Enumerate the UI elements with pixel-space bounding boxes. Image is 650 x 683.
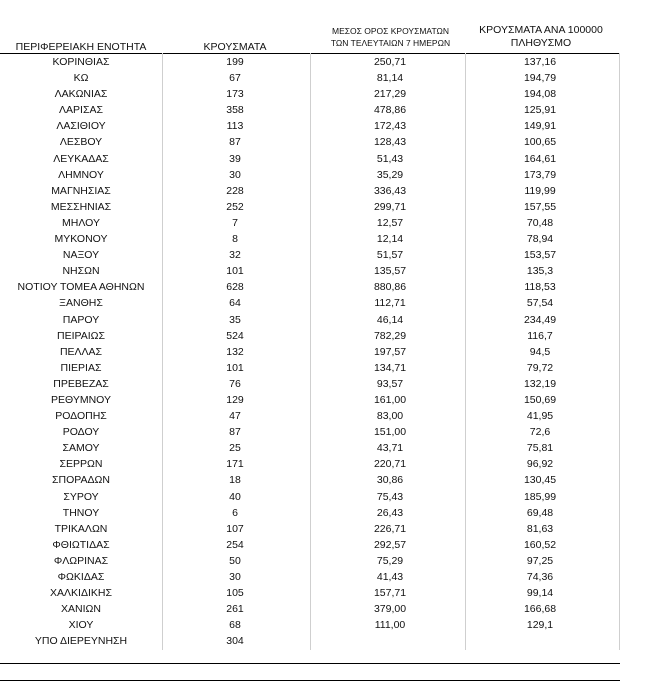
avg-cell: 41,43 bbox=[376, 571, 404, 583]
avg-cell: 75,29 bbox=[376, 554, 404, 567]
region-cell: ΡΟΔΟΥ bbox=[62, 426, 100, 439]
per-100000-cell: 69,48 bbox=[526, 506, 554, 519]
per-100000-cell: 81,63 bbox=[526, 522, 554, 535]
cases-cell: 358 bbox=[226, 104, 244, 117]
table-row bbox=[0, 360, 620, 376]
per-100000-cell: 100,65 bbox=[523, 136, 557, 149]
region-cell: ΝΑΞΟΥ bbox=[62, 249, 100, 262]
region-cell: ΛΕΥΚΑΔΑΣ bbox=[53, 152, 109, 165]
avg-cell: 30,86 bbox=[376, 474, 404, 487]
header-avg-line1: ΜΕΣΟΣ ΟΡΟΣ ΚΡΟΥΣΜΑΤΩΝ bbox=[332, 26, 449, 36]
table-row bbox=[0, 70, 620, 86]
per-100000-cell: 135,3 bbox=[526, 265, 554, 278]
cases-cell: 252 bbox=[226, 200, 244, 213]
cases-cell: 30 bbox=[229, 168, 241, 181]
region-cell: ΛΑΣΙΘΙΟΥ bbox=[56, 120, 106, 133]
table-row bbox=[0, 54, 620, 70]
header-cases: ΚΡΟΥΣΜΑΤΑ bbox=[203, 41, 267, 53]
region-cell: ΚΩ bbox=[73, 72, 89, 85]
table-row bbox=[0, 553, 620, 569]
region-cell: ΦΛΩΡΙΝΑΣ bbox=[53, 554, 109, 567]
table-row bbox=[0, 456, 620, 472]
avg-cell: 134,71 bbox=[373, 361, 407, 374]
region-cell: ΞΑΝΘΗΣ bbox=[59, 297, 103, 310]
region-cell: ΛΑΚΩΝΙΑΣ bbox=[54, 88, 108, 101]
cases-cell: 524 bbox=[226, 329, 244, 342]
table-row bbox=[0, 521, 620, 537]
per-100000-cell: 116,7 bbox=[527, 329, 553, 342]
per-100000-cell: 130,45 bbox=[523, 474, 557, 487]
cases-cell: 40 bbox=[229, 490, 241, 503]
cases-cell: 47 bbox=[229, 410, 241, 423]
region-cell: ΚΟΡΙΝΘΙΑΣ bbox=[52, 56, 110, 68]
header-avg-7days bbox=[298, 25, 483, 49]
per-100000-cell: 99,14 bbox=[526, 587, 554, 600]
avg-cell: 782,29 bbox=[373, 329, 407, 342]
avg-cell: 112,71 bbox=[374, 297, 406, 310]
per-100000-cell: 96,92 bbox=[526, 458, 554, 471]
region-cell: ΤΗΝΟΥ bbox=[62, 506, 100, 519]
cases-cell: 129 bbox=[226, 393, 244, 406]
per-100000-cell: 41,95 bbox=[526, 410, 554, 423]
cases-cell: 7 bbox=[232, 216, 238, 229]
avg-cell: 51,57 bbox=[376, 249, 404, 262]
header-avg-line2: ΤΩΝ ΤΕΛΕΥΤΑΙΩΝ 7 ΗΜΕΡΩΝ bbox=[330, 38, 451, 48]
avg-cell: 93,57 bbox=[376, 377, 404, 390]
region-cell: ΠΙΕΡΙΑΣ bbox=[60, 361, 102, 374]
avg-cell: 880,86 bbox=[373, 281, 407, 294]
avg-cell: 46,14 bbox=[376, 313, 404, 326]
region-cell: ΜΕΣΣΗΝΙΑΣ bbox=[50, 200, 112, 213]
avg-cell: 172,43 bbox=[373, 120, 407, 133]
region-cell: ΜΑΓΝΗΣΙΑΣ bbox=[51, 184, 111, 197]
cases-cell: 199 bbox=[226, 56, 244, 68]
cases-cell: 107 bbox=[226, 522, 244, 535]
table-row bbox=[0, 247, 620, 263]
table-row bbox=[0, 215, 620, 231]
table-row bbox=[0, 392, 620, 408]
table-row bbox=[0, 263, 620, 279]
cases-cell: 18 bbox=[229, 474, 241, 487]
cases-cell: 35 bbox=[229, 313, 241, 326]
cases-cell: 30 bbox=[229, 571, 241, 583]
per-100000-cell: 97,25 bbox=[526, 554, 554, 567]
cases-cell: 228 bbox=[226, 184, 244, 197]
cases-cell: 101 bbox=[226, 361, 244, 374]
table-row bbox=[0, 134, 620, 150]
avg-cell: 81,14 bbox=[376, 72, 404, 85]
region-cell: ΠΕΙΡΑΙΩΣ bbox=[57, 329, 105, 342]
table-row bbox=[0, 295, 620, 311]
table-row bbox=[0, 151, 620, 167]
avg-cell: 197,57 bbox=[373, 345, 407, 358]
region-cell: ΝΟΤΙΟΥ ΤΟΜΕΑ ΑΘΗΝΩΝ bbox=[17, 281, 145, 294]
region-cell: ΛΗΜΝΟΥ bbox=[58, 168, 104, 181]
cases-cell: 132 bbox=[226, 345, 244, 358]
cases-cell: 101 bbox=[226, 265, 244, 278]
table-body bbox=[0, 54, 620, 649]
region-cell: ΣΕΡΡΩΝ bbox=[59, 458, 103, 471]
per-100000-cell: 149,91 bbox=[523, 120, 557, 133]
avg-cell: 379,00 bbox=[373, 603, 407, 616]
per-100000-cell: 166,68 bbox=[523, 603, 557, 616]
cases-cell: 105 bbox=[226, 587, 244, 600]
region-cell: ΣΠΟΡΑΔΩΝ bbox=[52, 474, 110, 487]
per-100000-cell: 164,61 bbox=[523, 152, 557, 165]
per-100000-cell: 75,81 bbox=[526, 442, 554, 455]
region-cell: ΣΥΡΟΥ bbox=[63, 490, 99, 503]
avg-cell: 12,57 bbox=[376, 216, 404, 229]
region-cell: ΜΥΚΟΝΟΥ bbox=[54, 233, 108, 246]
per-100000-cell: 118,53 bbox=[524, 281, 556, 294]
region-cell: ΥΠΟ ΔΙΕΡΕΥΝΗΣΗ bbox=[34, 635, 128, 648]
cases-cell: 64 bbox=[229, 297, 241, 310]
region-cell: ΠΕΛΛΑΣ bbox=[59, 345, 103, 358]
table-row bbox=[0, 344, 620, 360]
avg-cell: 217,29 bbox=[373, 88, 407, 101]
table-row bbox=[0, 231, 620, 247]
region-cell: ΛΕΣΒΟΥ bbox=[59, 136, 103, 149]
table-row bbox=[0, 167, 620, 183]
cases-cell: 32 bbox=[229, 249, 241, 262]
region-cell: ΜΗΛΟΥ bbox=[62, 216, 100, 229]
table-row bbox=[0, 183, 620, 199]
table-row bbox=[0, 569, 620, 585]
per-100000-cell: 132,19 bbox=[523, 377, 557, 390]
table-row bbox=[0, 376, 620, 392]
region-cell: ΧΙΟΥ bbox=[68, 619, 94, 632]
avg-cell: 128,43 bbox=[373, 136, 407, 149]
table-row bbox=[0, 537, 620, 553]
per-100000-cell: 234,49 bbox=[523, 313, 557, 326]
cases-cell: 8 bbox=[232, 233, 238, 246]
cases-cell: 39 bbox=[229, 152, 241, 165]
table-row bbox=[0, 86, 620, 102]
footer-rule bbox=[0, 680, 620, 681]
cases-cell: 113 bbox=[226, 120, 244, 133]
per-100000-cell: 57,54 bbox=[526, 297, 554, 310]
avg-cell: 26,43 bbox=[376, 506, 404, 519]
table-row bbox=[0, 601, 620, 617]
table-row bbox=[0, 408, 620, 424]
cases-cell: 87 bbox=[229, 136, 241, 149]
cases-cell: 171 bbox=[226, 458, 244, 471]
per-100000-cell: 157,55 bbox=[523, 200, 557, 213]
footer-rule bbox=[0, 663, 620, 664]
region-cell: ΧΑΝΙΩΝ bbox=[61, 603, 101, 616]
avg-cell: 161,00 bbox=[373, 393, 407, 406]
table-row bbox=[0, 472, 620, 488]
table-row bbox=[0, 118, 620, 134]
table-row bbox=[0, 328, 620, 344]
per-100000-cell: 119,99 bbox=[524, 184, 556, 197]
region-cell: ΝΗΣΩΝ bbox=[62, 265, 100, 278]
avg-cell: 226,71 bbox=[373, 522, 407, 535]
avg-cell: 299,71 bbox=[373, 200, 407, 213]
table-row bbox=[0, 102, 620, 118]
cases-cell: 25 bbox=[229, 442, 241, 455]
region-cell: ΡΕΘΥΜΝΟΥ bbox=[50, 393, 111, 406]
avg-cell: 336,43 bbox=[373, 184, 407, 197]
avg-cell: 250,71 bbox=[373, 56, 407, 68]
avg-cell: 43,71 bbox=[376, 442, 404, 455]
per-100000-cell: 94,5 bbox=[529, 345, 551, 358]
table-row bbox=[0, 489, 620, 505]
region-cell: ΠΡΕΒΕΖΑΣ bbox=[53, 377, 109, 390]
avg-cell: 35,29 bbox=[376, 168, 404, 181]
region-cell: ΛΑΡΙΣΑΣ bbox=[59, 104, 103, 117]
cases-cell: 6 bbox=[232, 506, 238, 519]
cases-cell: 261 bbox=[226, 603, 244, 616]
avg-cell: 292,57 bbox=[373, 538, 407, 551]
cases-cell: 76 bbox=[229, 377, 241, 390]
region-cell: ΡΟΔΟΠΗΣ bbox=[55, 410, 107, 423]
cases-cell: 304 bbox=[226, 635, 244, 648]
region-cell: ΠΑΡΟΥ bbox=[62, 313, 100, 326]
table-row bbox=[0, 199, 620, 215]
avg-cell: 135,57 bbox=[373, 265, 407, 278]
header-region: ΠΕΡΙΦΕΡΕΙΑΚΗ ΕΝΟΤΗΤΑ bbox=[15, 41, 147, 53]
avg-cell: 12,14 bbox=[376, 233, 404, 246]
table-row bbox=[0, 440, 620, 456]
avg-cell: 83,00 bbox=[376, 410, 404, 423]
avg-cell: 157,71 bbox=[373, 587, 407, 600]
avg-cell: 478,86 bbox=[373, 104, 407, 117]
cases-cell: 87 bbox=[229, 426, 241, 439]
avg-cell: 51,43 bbox=[376, 152, 404, 165]
avg-cell: 111,00 bbox=[374, 619, 406, 632]
cases-cell: 173 bbox=[226, 88, 244, 101]
per-100000-cell: 129,1 bbox=[526, 619, 554, 632]
header-per-line2: ΠΛΗΘΥΣΜΟ bbox=[510, 37, 572, 49]
avg-cell: 75,43 bbox=[376, 490, 404, 503]
region-cell: ΣΑΜΟΥ bbox=[62, 442, 100, 455]
region-cell: ΤΡΙΚΑΛΩΝ bbox=[54, 522, 108, 535]
cases-cell: 254 bbox=[226, 538, 244, 551]
per-100000-cell: 185,99 bbox=[523, 490, 557, 503]
region-cell: ΧΑΛΚΙΔΙΚΗΣ bbox=[50, 587, 112, 600]
table-row bbox=[0, 279, 620, 295]
header-per-line1: ΚΡΟΥΣΜΑΤΑ ΑΝΑ 100000 bbox=[479, 24, 603, 36]
per-100000-cell: 78,94 bbox=[526, 233, 554, 246]
table-row bbox=[0, 505, 620, 521]
region-cell: ΦΘΙΩΤΙΔΑΣ bbox=[52, 538, 110, 551]
cases-cell: 68 bbox=[229, 619, 241, 632]
per-100000-cell: 194,79 bbox=[523, 72, 557, 85]
per-100000-cell: 72,6 bbox=[529, 426, 551, 439]
per-100000-cell: 137,16 bbox=[523, 56, 557, 68]
table-row bbox=[0, 633, 620, 649]
table-row bbox=[0, 617, 620, 633]
cases-cell: 67 bbox=[229, 72, 241, 85]
per-100000-cell: 70,48 bbox=[526, 216, 554, 229]
table-row bbox=[0, 424, 620, 440]
cases-cell: 628 bbox=[226, 281, 244, 294]
header-per-100000 bbox=[465, 24, 617, 50]
avg-cell: 151,00 bbox=[373, 426, 407, 439]
per-100000-cell: 153,57 bbox=[523, 249, 557, 262]
per-100000-cell: 74,36 bbox=[526, 571, 554, 583]
per-100000-cell: 173,79 bbox=[523, 168, 557, 181]
per-100000-cell: 79,72 bbox=[526, 361, 554, 374]
cases-cell: 50 bbox=[229, 554, 241, 567]
region-cell: ΦΩΚΙΔΑΣ bbox=[57, 571, 105, 583]
per-100000-cell: 160,52 bbox=[523, 538, 557, 551]
per-100000-cell: 150,69 bbox=[523, 393, 557, 406]
table-row bbox=[0, 585, 620, 601]
table-row bbox=[0, 312, 620, 328]
per-100000-cell: 125,91 bbox=[523, 104, 557, 117]
avg-cell: 220,71 bbox=[373, 458, 407, 471]
per-100000-cell: 194,08 bbox=[523, 88, 557, 101]
